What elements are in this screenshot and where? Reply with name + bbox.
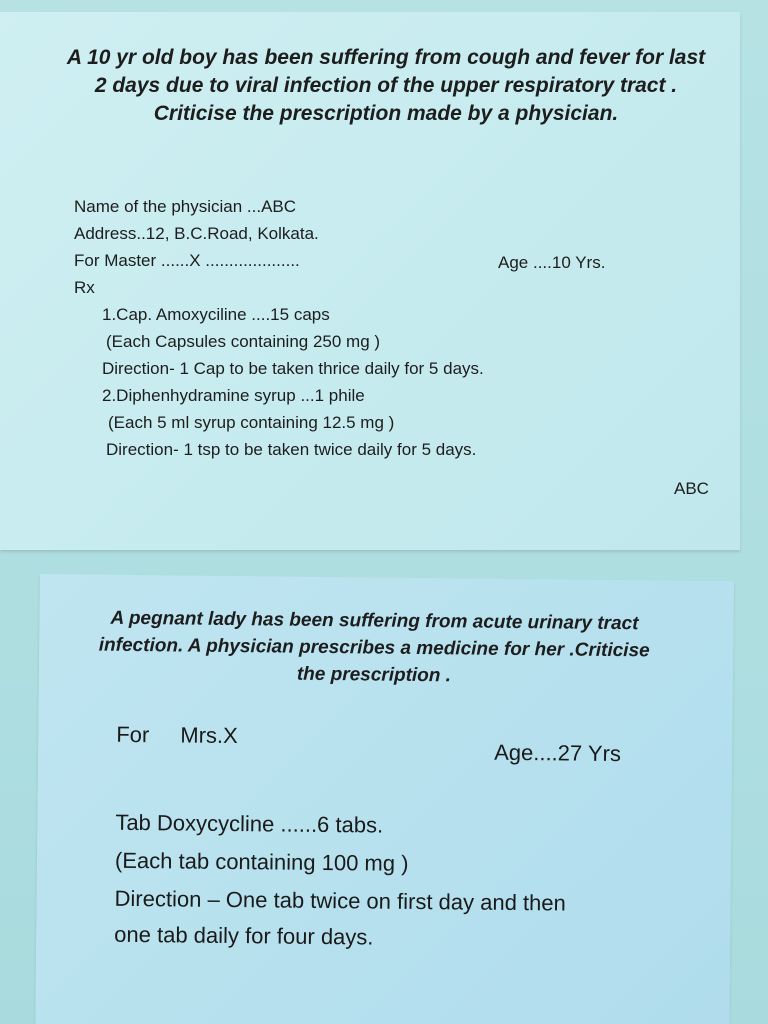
drug-direction-line-2: one tab daily for four days.: [114, 921, 374, 950]
drug-1-name: 1.Cap. Amoxyciline ....15 caps: [102, 305, 330, 324]
drug-composition: (Each tab containing 100 mg ): [114, 847, 409, 876]
question-1: A 10 yr old boy has been suffering from cough and fever for last 2 days due to viral infection of the upper respiratory tract . Criticise the prescription made by a physician.: [66, 46, 706, 125]
prescription-slide-2: [35, 574, 734, 1024]
for-label: For: [116, 721, 150, 748]
patient-name: Mrs.X: [180, 722, 238, 749]
prescription-slide-1: [0, 12, 740, 550]
patient-age: Age....27 Yrs: [494, 739, 622, 767]
patient-age: Age ....10 Yrs.: [498, 253, 606, 272]
rx-symbol: Rx: [74, 278, 95, 297]
signature: ABC: [674, 479, 709, 498]
physician-address: Address..12, B.C.Road, Kolkata.: [74, 224, 319, 243]
physician-name: Name of the physician ...ABC: [74, 197, 297, 216]
question-2: A pegnant lady has been suffering from acute urinary tract infection. A physician prescribes a medicine for her .Criticise the prescription .: [98, 607, 650, 687]
drug-2-direction: Direction- 1 tsp to be taken twice daily for 5 days.: [106, 440, 477, 459]
drug-direction-line-1: Direction – One tab twice on first day and then: [114, 885, 566, 916]
drug-name: Tab Doxycycline ......6 tabs.: [115, 809, 384, 838]
drug-2-name: 2.Diphenhydramine syrup ...1 phile: [102, 386, 365, 405]
drug-1-composition: (Each Capsules containing 250 mg ): [106, 332, 381, 351]
drug-1-direction: Direction- 1 Cap to be taken thrice daily for 5 days.: [102, 359, 484, 378]
patient-name: For Master ......X ....................: [74, 251, 300, 270]
drug-2-composition: (Each 5 ml syrup containing 12.5 mg ): [108, 413, 395, 432]
